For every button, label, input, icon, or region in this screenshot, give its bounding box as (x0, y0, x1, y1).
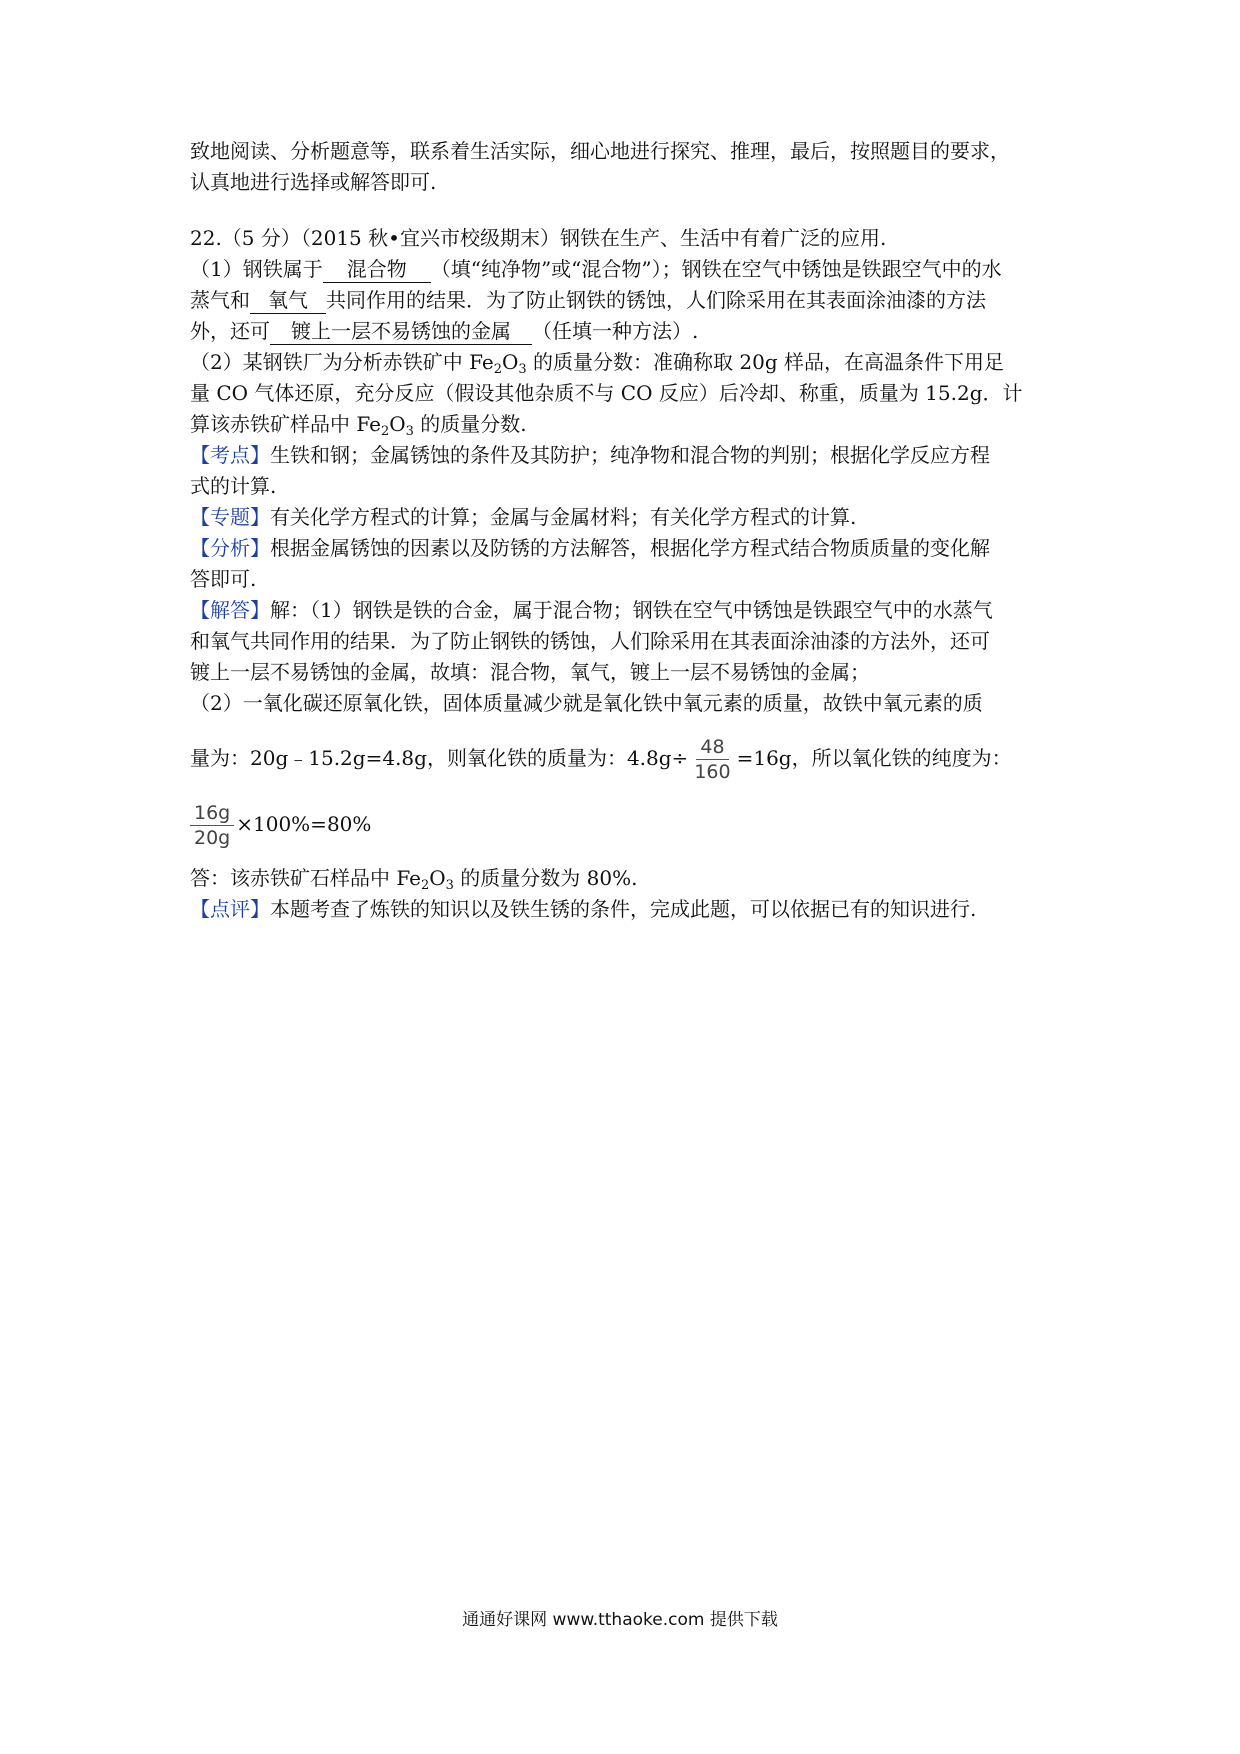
fraction-denominator: 160 (694, 761, 731, 783)
answer-blank-3: 镀上一层不易锈蚀的金属 (270, 318, 532, 345)
question-text: （1）钢铁属于 (190, 257, 323, 281)
question-part2-line2: 量 CO 气体还原，充分反应（假设其他杂质不与 CO 反应）后冷却、称重，质量为 15.2g．计 (190, 381, 1023, 405)
fraction-16g-20g (190, 801, 234, 850)
fraction-numerator: 16g (190, 801, 234, 826)
kaodian-tag: 【考点】 (190, 443, 270, 467)
subscript: 3 (518, 362, 527, 377)
zhuanti-text: 有关化学方程式的计算；金属与金属材料；有关化学方程式的计算. (270, 505, 857, 529)
subscript: 2 (493, 362, 502, 377)
subscript: 3 (405, 424, 414, 439)
question-part1-line1 (190, 254, 1060, 284)
dianping-text: 本题考查了炼铁的知识以及铁生锈的条件，完成此题，可以依据已有的知识进行. (270, 897, 977, 921)
question-part1-line3 (190, 316, 1060, 346)
answer-blank-1: 混合物 (323, 256, 431, 283)
question-text: （2）某钢铁厂为分析赤铁矿中 Fe (190, 350, 494, 374)
zhuanti-tag: 【专题】 (190, 505, 270, 529)
question-part2-line1 (190, 347, 1060, 377)
intro-line-1: 致地阅读、分析题意等，联系着生活实际，细心地进行探究、推理，最后，按照题目的要求， (190, 139, 1010, 163)
page-footer: 通通好课网 www.tthaoke.com 提供下载 (462, 1610, 778, 1630)
fenxi-text: 根据金属锈蚀的因素以及防锈的方法解答，根据化学方程式结合物质质量的变化解 (270, 536, 990, 560)
dianping-tag: 【点评】 (190, 897, 270, 921)
question-text: 的质量分数：准确称取 20g 样品，在高温条件下用足 (526, 350, 1004, 374)
zhuanti-line (190, 502, 1060, 532)
jieda-line6 (190, 794, 1060, 854)
fenxi-line2: 答即可. (190, 567, 257, 591)
jieda-line2: 和氧气共同作用的结果．为了防止钢铁的锈蚀，人们除采用在其表面涂油漆的方法外，还可 (190, 629, 990, 653)
jieda-tag: 【解答】 (190, 598, 270, 622)
jieda-line5 (190, 728, 1060, 788)
jieda-text: 解：（1）钢铁是铁的合金，属于混合物；钢铁在空气中锈蚀是铁跟空气中的水蒸气 (270, 598, 993, 622)
fraction-numerator: 48 (696, 735, 728, 760)
question-text: 算该赤铁矿样品中 Fe (190, 412, 381, 436)
jieda-text: =16g，所以氧化铁的纯度为： (736, 746, 1012, 770)
question-part1-line2 (190, 285, 1060, 315)
answer-blank-2: 氧气 (250, 287, 326, 314)
kaodian-line1 (190, 440, 1060, 470)
answer-text: 的质量分数为 80%. (453, 866, 638, 890)
kaodian-text: 生铁和钢；金属锈蚀的条件及其防护；纯净物和混合物的判别；根据化学反应方程 (270, 443, 990, 467)
answer-text: 答：该赤铁矿石样品中 Fe (190, 866, 421, 890)
kaodian-line2: 式的计算. (190, 474, 277, 498)
jieda-text: 量为：20g﹣15.2g=4.8g，则氧化铁的质量为：4.8g÷ (190, 746, 689, 770)
question-header: 22.（5 分）（2015 秋•宜兴市校级期末）钢铁在生产、生活中有着广泛的应用. (190, 226, 887, 250)
fraction-denominator: 20g (194, 827, 231, 849)
answer-line (190, 863, 1060, 893)
fraction-48-160 (690, 735, 734, 784)
subscript: 2 (420, 878, 430, 893)
jieda-line3: 镀上一层不易锈蚀的金属，故填：混合物，氧气，镀上一层不易锈蚀的金属； (190, 660, 870, 684)
question-part2-line3 (190, 409, 1060, 439)
question-text: （填“纯净物”或“混合物”）；钢铁在空气中锈蚀是铁跟空气中的水 (430, 257, 1002, 281)
fenxi-line1 (190, 533, 1060, 563)
question-text: O (501, 350, 519, 374)
answer-text: O (429, 866, 446, 890)
question-text: 的质量分数. (413, 412, 527, 436)
question-text: 外，还可 (190, 319, 270, 343)
question-text: 共同作用的结果．为了防止钢铁的锈蚀，人们除采用在其表面涂油漆的方法 (326, 288, 986, 312)
jieda-line4: （2）一氧化碳还原氧化铁，固体质量减少就是氧化铁中氧元素的质量，故铁中氧元素的质 (190, 691, 983, 715)
question-text: O (389, 412, 406, 436)
subscript: 3 (445, 878, 454, 893)
question-text: （任填一种方法）. (532, 319, 699, 343)
question-text: 蒸气和 (190, 288, 250, 312)
intro-line-2: 认真地进行选择或解答即可. (190, 170, 437, 194)
fenxi-tag: 【分析】 (190, 536, 270, 560)
jieda-line1 (190, 595, 1060, 625)
dianping-line (190, 894, 1060, 924)
jieda-text: ×100%=80% (236, 812, 372, 836)
subscript: 2 (380, 424, 390, 439)
